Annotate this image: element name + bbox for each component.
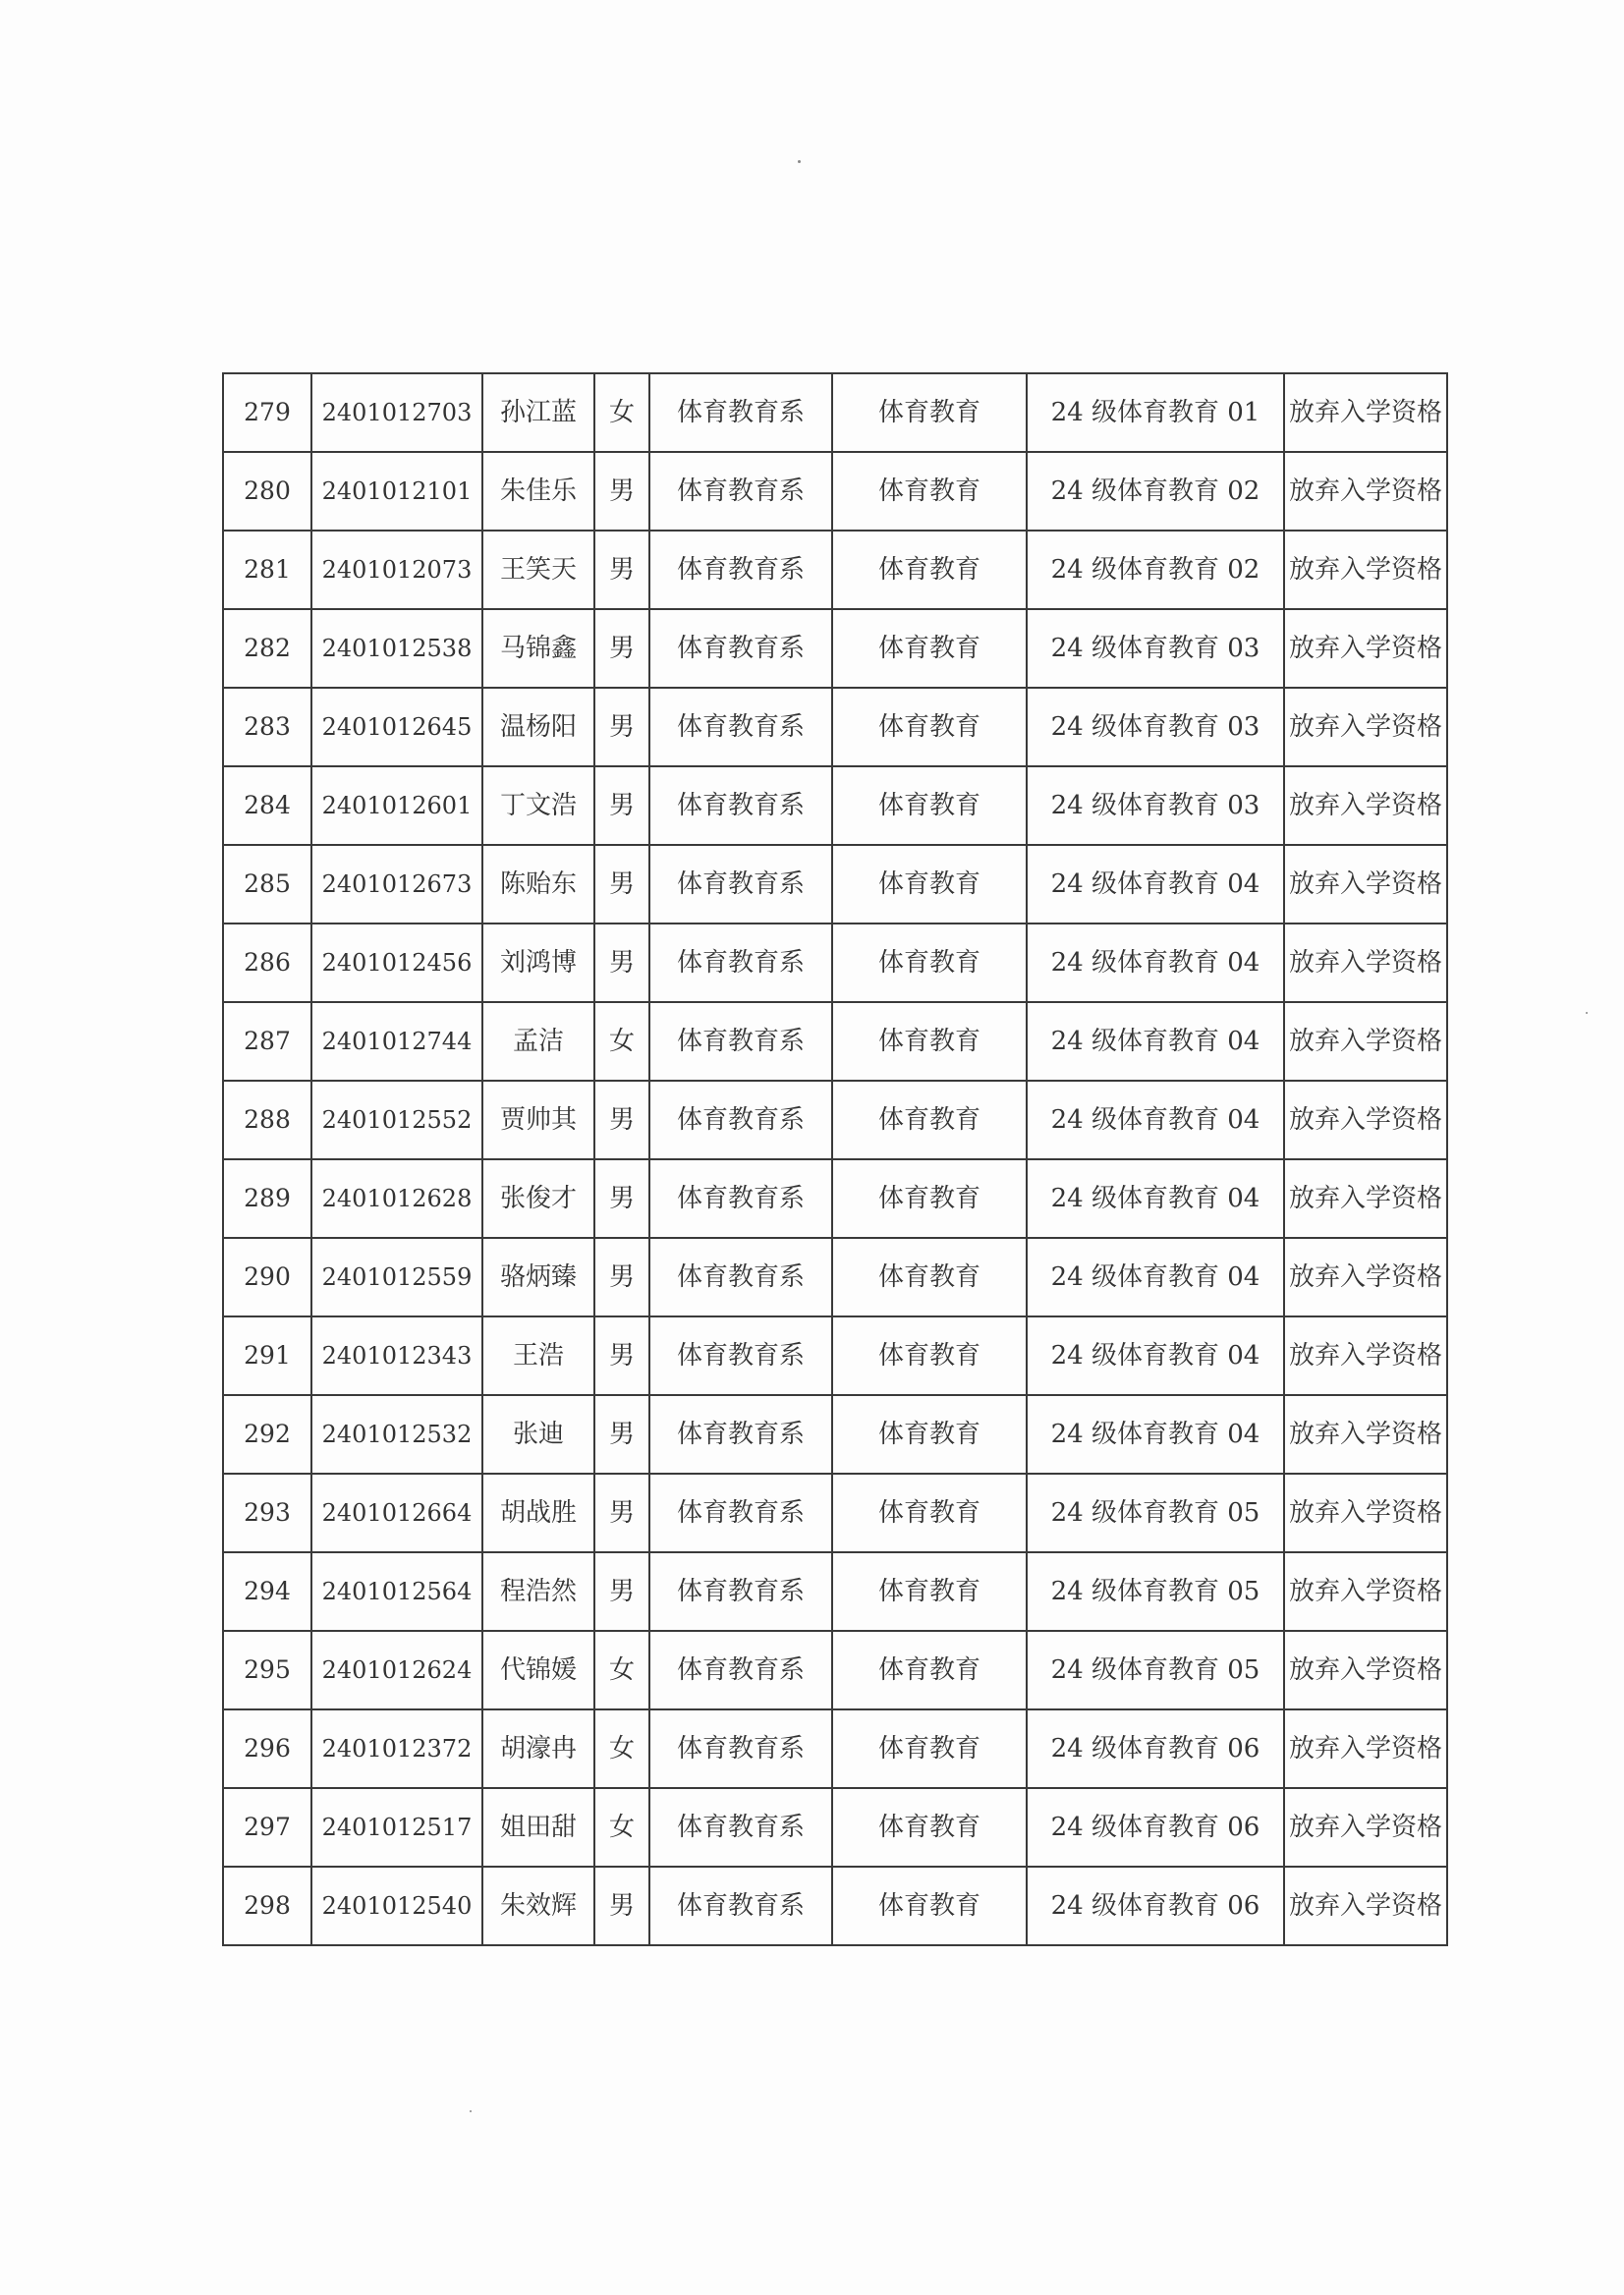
department-cell: 体育教育系 — [649, 1238, 832, 1316]
student-name-cell: 胡战胜 — [482, 1474, 594, 1552]
student-name-cell: 刘鸿博 — [482, 924, 594, 1002]
major-cell: 体育教育 — [832, 609, 1027, 688]
department-cell: 体育教育系 — [649, 1316, 832, 1395]
status-cell: 放弃入学资格 — [1284, 609, 1447, 688]
class-cell: 24 级体育教育 04 — [1027, 1238, 1284, 1316]
table-row — [223, 1395, 1447, 1474]
table-row — [223, 1474, 1447, 1552]
student-name-cell: 陈贻东 — [482, 845, 594, 924]
student-id-cell: 2401012601 — [311, 766, 482, 845]
gender-cell: 男 — [594, 1395, 649, 1474]
status-cell: 放弃入学资格 — [1284, 1159, 1447, 1238]
table-row — [223, 1081, 1447, 1159]
student-name-cell: 程浩然 — [482, 1552, 594, 1631]
student-name-cell: 孟洁 — [482, 1002, 594, 1081]
class-cell: 24 级体育教育 01 — [1027, 373, 1284, 452]
department-cell: 体育教育系 — [649, 452, 832, 531]
student-name-cell: 姐田甜 — [482, 1788, 594, 1867]
student-id-cell: 2401012101 — [311, 452, 482, 531]
table-row — [223, 531, 1447, 609]
student-name-cell: 胡濠冉 — [482, 1709, 594, 1788]
student-id-cell: 2401012372 — [311, 1709, 482, 1788]
major-cell: 体育教育 — [832, 1159, 1027, 1238]
scan-speck — [1586, 1012, 1588, 1014]
student-id-cell: 2401012559 — [311, 1238, 482, 1316]
major-cell: 体育教育 — [832, 1474, 1027, 1552]
status-cell: 放弃入学资格 — [1284, 1552, 1447, 1631]
student-id-cell: 2401012564 — [311, 1552, 482, 1631]
major-cell: 体育教育 — [832, 1002, 1027, 1081]
row-number-cell: 289 — [223, 1159, 311, 1238]
department-cell: 体育教育系 — [649, 1474, 832, 1552]
gender-cell: 男 — [594, 1159, 649, 1238]
row-number-cell: 281 — [223, 531, 311, 609]
table-row — [223, 1002, 1447, 1081]
gender-cell: 男 — [594, 1552, 649, 1631]
status-cell: 放弃入学资格 — [1284, 924, 1447, 1002]
scan-speck — [470, 2110, 472, 2112]
major-cell: 体育教育 — [832, 766, 1027, 845]
row-number-cell: 285 — [223, 845, 311, 924]
class-cell: 24 级体育教育 05 — [1027, 1631, 1284, 1709]
department-cell: 体育教育系 — [649, 924, 832, 1002]
scan-speck — [798, 160, 801, 163]
table-row — [223, 1867, 1447, 1945]
table-row — [223, 452, 1447, 531]
row-number-cell: 293 — [223, 1474, 311, 1552]
gender-cell: 男 — [594, 452, 649, 531]
student-name-cell: 朱效辉 — [482, 1867, 594, 1945]
department-cell: 体育教育系 — [649, 1395, 832, 1474]
major-cell: 体育教育 — [832, 452, 1027, 531]
row-number-cell: 292 — [223, 1395, 311, 1474]
row-number-cell: 298 — [223, 1867, 311, 1945]
table-row — [223, 609, 1447, 688]
table-row — [223, 845, 1447, 924]
student-id-cell: 2401012538 — [311, 609, 482, 688]
row-number-cell: 288 — [223, 1081, 311, 1159]
department-cell: 体育教育系 — [649, 531, 832, 609]
gender-cell: 男 — [594, 1474, 649, 1552]
status-cell: 放弃入学资格 — [1284, 1788, 1447, 1867]
row-number-cell: 290 — [223, 1238, 311, 1316]
student-id-cell: 2401012645 — [311, 688, 482, 766]
roster-body — [223, 373, 1447, 1945]
student-name-cell: 贾帅其 — [482, 1081, 594, 1159]
student-id-cell: 2401012540 — [311, 1867, 482, 1945]
class-cell: 24 级体育教育 02 — [1027, 452, 1284, 531]
status-cell: 放弃入学资格 — [1284, 452, 1447, 531]
major-cell: 体育教育 — [832, 1867, 1027, 1945]
status-cell: 放弃入学资格 — [1284, 1081, 1447, 1159]
class-cell: 24 级体育教育 05 — [1027, 1474, 1284, 1552]
row-number-cell: 282 — [223, 609, 311, 688]
status-cell: 放弃入学资格 — [1284, 766, 1447, 845]
student-id-cell: 2401012343 — [311, 1316, 482, 1395]
student-name-cell: 张迪 — [482, 1395, 594, 1474]
gender-cell: 男 — [594, 1316, 649, 1395]
student-name-cell: 马锦鑫 — [482, 609, 594, 688]
class-cell: 24 级体育教育 04 — [1027, 1159, 1284, 1238]
gender-cell: 女 — [594, 1709, 649, 1788]
student-roster-table — [222, 372, 1448, 1946]
major-cell: 体育教育 — [832, 1552, 1027, 1631]
class-cell: 24 级体育教育 06 — [1027, 1788, 1284, 1867]
department-cell: 体育教育系 — [649, 1002, 832, 1081]
row-number-cell: 291 — [223, 1316, 311, 1395]
gender-cell: 女 — [594, 373, 649, 452]
major-cell: 体育教育 — [832, 531, 1027, 609]
status-cell: 放弃入学资格 — [1284, 373, 1447, 452]
class-cell: 24 级体育教育 03 — [1027, 609, 1284, 688]
class-cell: 24 级体育教育 04 — [1027, 1081, 1284, 1159]
department-cell: 体育教育系 — [649, 1631, 832, 1709]
table-row — [223, 1238, 1447, 1316]
department-cell: 体育教育系 — [649, 1081, 832, 1159]
status-cell: 放弃入学资格 — [1284, 1474, 1447, 1552]
major-cell: 体育教育 — [832, 1788, 1027, 1867]
major-cell: 体育教育 — [832, 373, 1027, 452]
gender-cell: 男 — [594, 1238, 649, 1316]
major-cell: 体育教育 — [832, 845, 1027, 924]
department-cell: 体育教育系 — [649, 766, 832, 845]
gender-cell: 男 — [594, 688, 649, 766]
class-cell: 24 级体育教育 05 — [1027, 1552, 1284, 1631]
class-cell: 24 级体育教育 04 — [1027, 1316, 1284, 1395]
class-cell: 24 级体育教育 06 — [1027, 1867, 1284, 1945]
row-number-cell: 296 — [223, 1709, 311, 1788]
table-row — [223, 688, 1447, 766]
major-cell: 体育教育 — [832, 1238, 1027, 1316]
student-name-cell: 王浩 — [482, 1316, 594, 1395]
major-cell: 体育教育 — [832, 1081, 1027, 1159]
department-cell: 体育教育系 — [649, 688, 832, 766]
class-cell: 24 级体育教育 02 — [1027, 531, 1284, 609]
student-id-cell: 2401012673 — [311, 845, 482, 924]
gender-cell: 女 — [594, 1788, 649, 1867]
row-number-cell: 295 — [223, 1631, 311, 1709]
major-cell: 体育教育 — [832, 688, 1027, 766]
gender-cell: 男 — [594, 924, 649, 1002]
student-id-cell: 2401012744 — [311, 1002, 482, 1081]
department-cell: 体育教育系 — [649, 1709, 832, 1788]
student-name-cell: 骆炳臻 — [482, 1238, 594, 1316]
major-cell: 体育教育 — [832, 1631, 1027, 1709]
gender-cell: 男 — [594, 1081, 649, 1159]
table-row — [223, 1709, 1447, 1788]
student-id-cell: 2401012664 — [311, 1474, 482, 1552]
gender-cell: 男 — [594, 609, 649, 688]
row-number-cell: 283 — [223, 688, 311, 766]
student-name-cell: 代锦媛 — [482, 1631, 594, 1709]
student-name-cell: 朱佳乐 — [482, 452, 594, 531]
student-id-cell: 2401012703 — [311, 373, 482, 452]
table-row — [223, 1552, 1447, 1631]
department-cell: 体育教育系 — [649, 1552, 832, 1631]
status-cell: 放弃入学资格 — [1284, 1631, 1447, 1709]
student-id-cell: 2401012532 — [311, 1395, 482, 1474]
gender-cell: 女 — [594, 1002, 649, 1081]
major-cell: 体育教育 — [832, 924, 1027, 1002]
class-cell: 24 级体育教育 04 — [1027, 924, 1284, 1002]
major-cell: 体育教育 — [832, 1395, 1027, 1474]
table-row — [223, 1316, 1447, 1395]
status-cell: 放弃入学资格 — [1284, 1238, 1447, 1316]
gender-cell: 女 — [594, 1631, 649, 1709]
department-cell: 体育教育系 — [649, 1788, 832, 1867]
student-name-cell: 丁文浩 — [482, 766, 594, 845]
student-name-cell: 张俊才 — [482, 1159, 594, 1238]
major-cell: 体育教育 — [832, 1316, 1027, 1395]
status-cell: 放弃入学资格 — [1284, 531, 1447, 609]
student-name-cell: 温杨阳 — [482, 688, 594, 766]
table-row — [223, 1788, 1447, 1867]
row-number-cell: 284 — [223, 766, 311, 845]
class-cell: 24 级体育教育 04 — [1027, 1002, 1284, 1081]
row-number-cell: 294 — [223, 1552, 311, 1631]
department-cell: 体育教育系 — [649, 845, 832, 924]
row-number-cell: 280 — [223, 452, 311, 531]
student-id-cell: 2401012456 — [311, 924, 482, 1002]
gender-cell: 男 — [594, 766, 649, 845]
student-id-cell: 2401012624 — [311, 1631, 482, 1709]
student-name-cell: 王笑天 — [482, 531, 594, 609]
student-name-cell: 孙江蓝 — [482, 373, 594, 452]
row-number-cell: 286 — [223, 924, 311, 1002]
major-cell: 体育教育 — [832, 1709, 1027, 1788]
student-id-cell: 2401012628 — [311, 1159, 482, 1238]
class-cell: 24 级体育教育 04 — [1027, 1395, 1284, 1474]
department-cell: 体育教育系 — [649, 373, 832, 452]
status-cell: 放弃入学资格 — [1284, 1867, 1447, 1945]
class-cell: 24 级体育教育 03 — [1027, 766, 1284, 845]
table-row — [223, 373, 1447, 452]
status-cell: 放弃入学资格 — [1284, 1002, 1447, 1081]
status-cell: 放弃入学资格 — [1284, 1316, 1447, 1395]
row-number-cell: 287 — [223, 1002, 311, 1081]
gender-cell: 男 — [594, 1867, 649, 1945]
status-cell: 放弃入学资格 — [1284, 845, 1447, 924]
gender-cell: 男 — [594, 845, 649, 924]
department-cell: 体育教育系 — [649, 1867, 832, 1945]
department-cell: 体育教育系 — [649, 1159, 832, 1238]
student-id-cell: 2401012517 — [311, 1788, 482, 1867]
row-number-cell: 279 — [223, 373, 311, 452]
status-cell: 放弃入学资格 — [1284, 1709, 1447, 1788]
row-number-cell: 297 — [223, 1788, 311, 1867]
class-cell: 24 级体育教育 06 — [1027, 1709, 1284, 1788]
student-id-cell: 2401012073 — [311, 531, 482, 609]
gender-cell: 男 — [594, 531, 649, 609]
table-row — [223, 1631, 1447, 1709]
table-row — [223, 766, 1447, 845]
student-id-cell: 2401012552 — [311, 1081, 482, 1159]
status-cell: 放弃入学资格 — [1284, 688, 1447, 766]
table-row — [223, 1159, 1447, 1238]
department-cell: 体育教育系 — [649, 609, 832, 688]
table-row — [223, 924, 1447, 1002]
class-cell: 24 级体育教育 04 — [1027, 845, 1284, 924]
status-cell: 放弃入学资格 — [1284, 1395, 1447, 1474]
class-cell: 24 级体育教育 03 — [1027, 688, 1284, 766]
